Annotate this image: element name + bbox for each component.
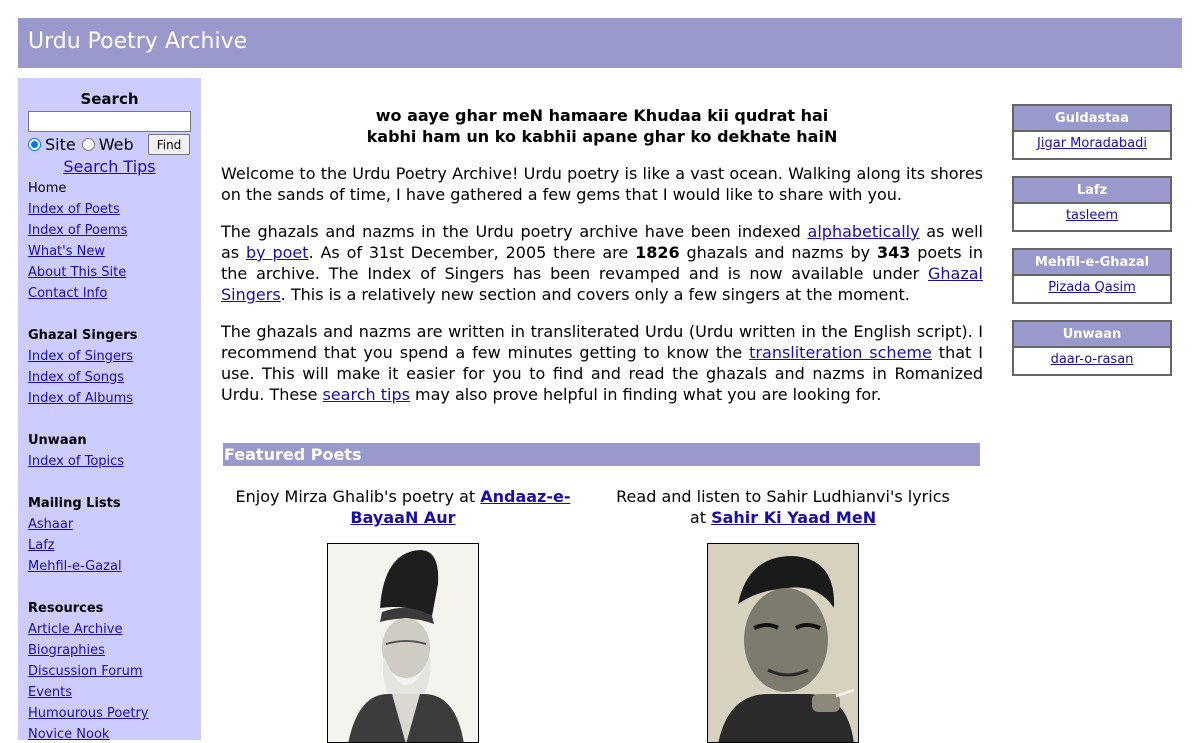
- header-banner: [18, 18, 1182, 68]
- featured-poets-title: Featured Poets: [224, 445, 362, 464]
- right-box-guldastaa-body: [1014, 132, 1170, 156]
- index-text-6: . This is a relatively new section and covers only a few singers at the moment.: [280, 285, 910, 304]
- search-heading: Search: [80, 90, 139, 108]
- sahir-ki-yaad-link[interactable]: Sahir Ki Yaad MeN: [711, 508, 877, 527]
- sidebar-item-lafz[interactable]: Lafz: [28, 538, 55, 553]
- radio-web[interactable]: [82, 138, 95, 151]
- pizada-qasim-link[interactable]: Pizada Qasim: [1048, 280, 1136, 295]
- couplet-line-2: kabhi ham un ko kabhii apane ghar ko dekhate haiN: [366, 127, 838, 146]
- poet-count: 343: [876, 243, 911, 262]
- alphabetically-link[interactable]: alphabetically: [807, 222, 920, 241]
- sidebar-item-index-of-topics[interactable]: Index of Topics: [28, 454, 125, 469]
- sidebar-heading-ghazal-singers: Ghazal Singers: [28, 328, 138, 343]
- right-box-mehfil-e-ghazal: [1012, 248, 1172, 304]
- sidebar-item-whats-new[interactable]: What's New: [28, 244, 105, 259]
- sidebar-item-about[interactable]: About This Site: [28, 265, 127, 280]
- welcome-paragraph: Welcome to the Urdu Poetry Archive! Urdu poetry is like a vast ocean. Walking along its shores on the sands of time, I have gathered a few gems that I would like to share with you.: [221, 164, 983, 204]
- feature-ghalib-text: Enjoy Mirza Ghalib's poetry at: [235, 487, 481, 506]
- sidebar-heading-unwaan: Unwaan: [28, 433, 87, 448]
- radio-site[interactable]: [28, 138, 41, 151]
- sidebar-item-mehfil-e-gazal[interactable]: Mehfil-e-Gazal: [28, 559, 122, 574]
- andaaz-e-bayaan-link[interactable]: Andaaz-e-BayaaN Aur: [350, 487, 571, 527]
- translit-text-2: that I use. This will make it easier for you to find and read the ghazals and nazms in Romanized Urdu. These: [221, 343, 983, 404]
- site-title: Urdu Poetry Archive: [28, 29, 248, 54]
- sidebar-item-index-of-songs[interactable]: Index of Songs: [28, 370, 125, 385]
- index-text-3: . As of 31st December, 2005 there are: [308, 243, 636, 262]
- sidebar-item-index-of-poems[interactable]: Index of Poems: [28, 223, 128, 238]
- right-box-unwaan-title: Unwaan: [1014, 322, 1170, 348]
- featured-couplet: [221, 105, 983, 147]
- tasleem-link[interactable]: tasleem: [1065, 208, 1119, 223]
- sidebar-item-discussion-forum[interactable]: Discussion Forum: [28, 664, 143, 679]
- search-tips-inline-link[interactable]: search tips: [322, 385, 410, 404]
- sidebar-item-events[interactable]: Events: [28, 685, 73, 700]
- sidebar-item-index-of-poets[interactable]: Index of Poets: [28, 202, 120, 217]
- sidebar-item-biographies[interactable]: Biographies: [28, 643, 105, 658]
- right-box-guldastaa-title: Guldastaa: [1014, 106, 1170, 132]
- right-box-guldastaa: [1012, 104, 1172, 160]
- radio-site-label: Site: [45, 134, 76, 154]
- feature-ghalib: [233, 486, 573, 528]
- poem-count: 1826: [635, 243, 680, 262]
- search-tips-link[interactable]: Search Tips: [63, 157, 156, 176]
- index-text-1: The ghazals and nazms in the Urdu poetry archive have been indexed: [221, 222, 808, 241]
- feature-sahir-text: Read and listen to Sahir Ludhianvi's lyrics at: [616, 487, 950, 527]
- sidebar-heading-mailing-lists: Mailing Lists: [28, 496, 121, 511]
- search-input[interactable]: [28, 111, 191, 132]
- right-box-unwaan: [1012, 320, 1172, 376]
- sidebar-item-article-archive[interactable]: Article Archive: [28, 622, 123, 637]
- right-box-unwaan-body: [1014, 348, 1170, 372]
- sahir-portrait-drawing: [708, 544, 859, 743]
- sidebar-item-index-of-albums[interactable]: Index of Albums: [28, 391, 134, 406]
- sidebar-item-novice-nook[interactable]: Novice Nook: [28, 727, 110, 742]
- left-sidebar: [18, 78, 201, 740]
- sidebar-item-contact[interactable]: Contact Info: [28, 286, 108, 301]
- right-box-mehfil-e-ghazal-body: [1014, 276, 1170, 300]
- sidebar-heading-resources: Resources: [28, 601, 104, 616]
- index-text-2: as well as: [221, 222, 983, 262]
- transliteration-scheme-link[interactable]: transliteration scheme: [749, 343, 932, 362]
- right-box-lafz-body: [1014, 204, 1170, 228]
- jigar-moradabadi-link[interactable]: Jigar Moradabadi: [1037, 136, 1147, 151]
- couplet-line-1: wo aaye ghar meN hamaare Khudaa kii qudrat hai: [375, 106, 829, 125]
- right-box-lafz-title: Lafz: [1014, 178, 1170, 204]
- sidebar-item-home: Home: [28, 181, 67, 196]
- radio-web-label: Web: [98, 134, 134, 154]
- translit-text-1: The ghazals and nazms are written in transliterated Urdu (Urdu written in the English script). I recommend that you spend a few minutes getting to know the: [221, 322, 983, 362]
- featured-poets-bar: [223, 443, 980, 466]
- index-text-5: poets in the archive. The Index of Singers has been revamped and is now available under: [221, 243, 984, 283]
- feature-sahir: [613, 486, 953, 528]
- transliteration-paragraph: [221, 321, 983, 405]
- search-tips-container: [18, 157, 201, 176]
- sidebar-item-index-of-singers[interactable]: Index of Singers: [28, 349, 134, 364]
- index-paragraph: [221, 221, 983, 305]
- ghazal-singers-link[interactable]: Ghazal Singers: [221, 264, 983, 304]
- translit-text-3: may also prove helpful in finding what you are looking for.: [409, 385, 882, 404]
- by-poet-link[interactable]: by poet: [246, 243, 309, 262]
- daar-o-rasan-link[interactable]: daar-o-rasan: [1050, 352, 1134, 367]
- sidebar-item-humourous-poetry[interactable]: Humourous Poetry: [28, 706, 149, 721]
- index-text-4: ghazals and nazms by: [679, 243, 877, 262]
- find-button[interactable]: Find: [148, 134, 190, 155]
- right-box-lafz: [1012, 176, 1172, 232]
- ghalib-portrait-drawing: [328, 544, 479, 743]
- sahir-portrait[interactable]: [707, 543, 859, 743]
- sidebar-item-ashaar[interactable]: Ashaar: [28, 517, 74, 532]
- ghalib-portrait[interactable]: [327, 543, 479, 743]
- right-box-mehfil-e-ghazal-title: Mehfil-e-Ghazal: [1014, 250, 1170, 276]
